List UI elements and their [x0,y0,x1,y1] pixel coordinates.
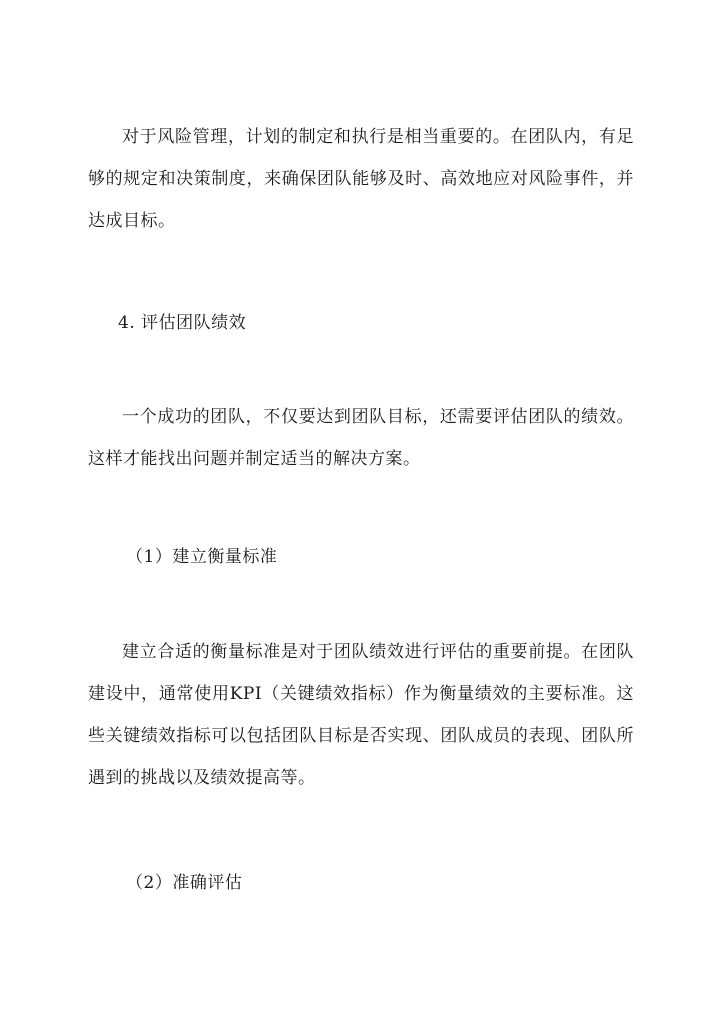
paragraph-risk-management: 对于风险管理，计划的制定和执行是相当重要的。在团队内，有足够的规定和决策制度，来确保团队能够及时、高效地应对风险事件，并达成目标。 [88,127,634,231]
section-heading-evaluate-performance: 4. 评估团队绩效 [118,313,247,333]
subheading-establish-standards: （1）建立衡量标准 [126,547,278,567]
paragraph-kpi-standards: 建立合适的衡量标准是对于团队绩效进行评估的重要前提。在团队建设中，通常使用KPI（关键绩效指标）作为衡量绩效的主要标准。这些关键绩效指标可以包括团队目标是否实现、团队成员的表现、团队所遇到的挑战以及绩效提高等。 [88,642,634,788]
paragraph-successful-team: 一个成功的团队，不仅要达到团队目标，还需要评估团队的绩效。这样才能找出问题并制定适当的解决方案。 [88,407,634,469]
subheading-accurate-evaluation: （2）准确评估 [126,873,243,893]
